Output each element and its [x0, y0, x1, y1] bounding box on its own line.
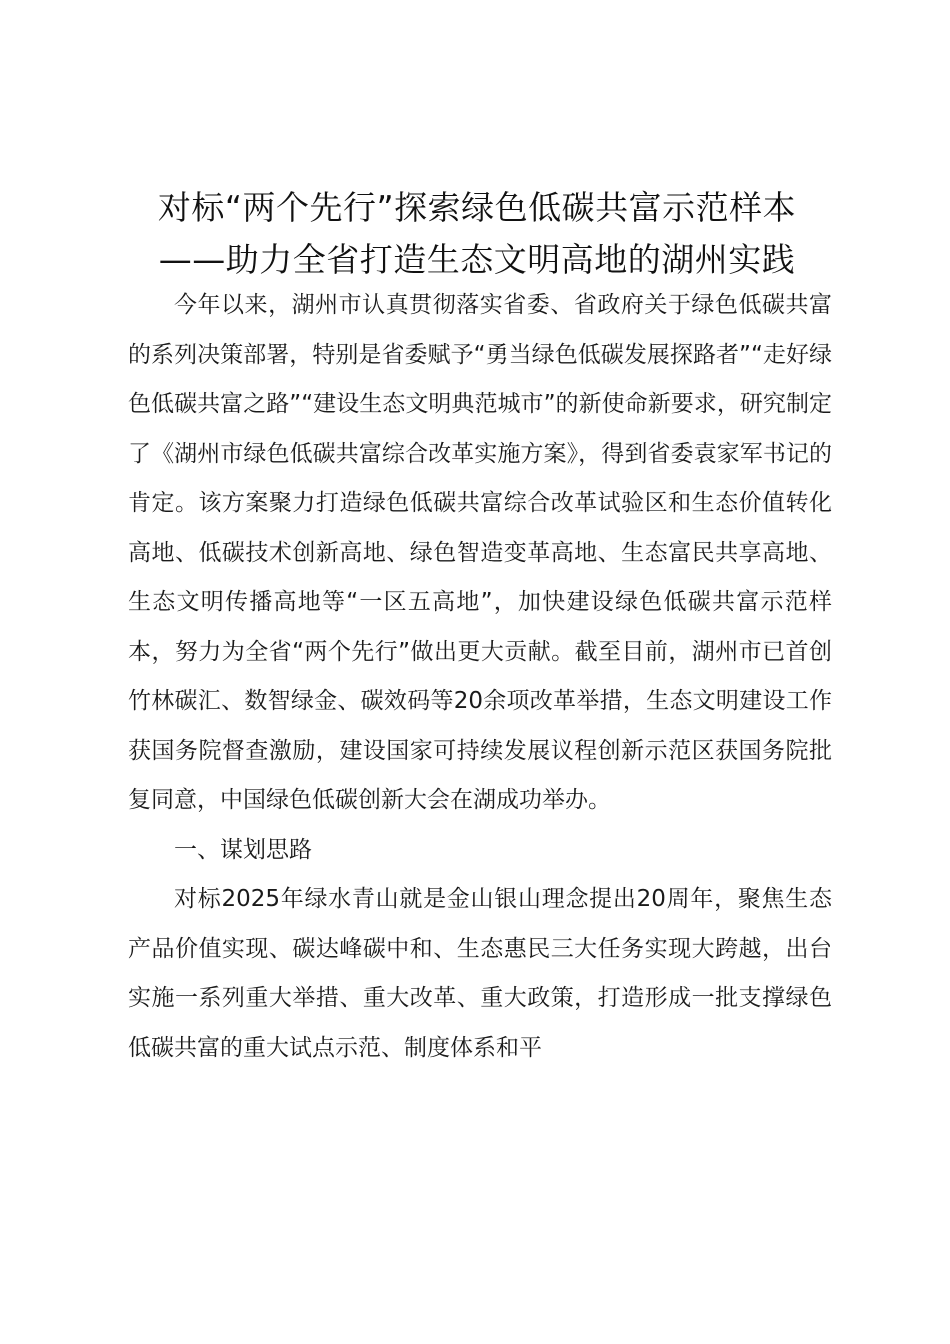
document-title — [112, 182, 842, 286]
paragraph-intro: 今年以来，湖州市认真贯彻落实省委、省政府关于绿色低碳共富的系列决策部署，特别是省委赋予“勇当绿色低碳发展探路者”“走好绿色低碳共富之路”“建设生态文明典范城市”的新使命新要求，研究制定了《湖州市绿色低碳共富综合改革实施方案》，得到省委袁家军书记的肯定。该方案聚力打造绿色低碳共富综合改革试验区和生态价值转化高地、低碳技术创新高地、绿色智造变革高地、生态富民共享高地、生态文明传播高地等“一区五高地”，加快建设绿色低碳共富示范样本，努力为全省“两个先行”做出更大贡献。截至目前，湖州市已首创竹林碳汇、数智绿金、碳效码等20余项改革举措，生态文明建设工作获国务院督查激励，建设国家可持续发展议程创新示范区获国务院批复同意，中国绿色低碳创新大会在湖成功举办。 — [128, 292, 832, 813]
title-line-main: 对标“两个先行”探索绿色低碳共富示范样本 — [157, 188, 797, 227]
document-body — [128, 281, 832, 1073]
section-heading-planning: 一、谋划思路 — [174, 836, 312, 863]
title-line-subtitle: ——助力全省打造生态文明高地的湖州实践 — [158, 240, 796, 279]
paragraph-planning: 对标2025年绿水青山就是金山银山理念提出20周年，聚焦生态产品价值实现、碳达峰碳中和、生态惠民三大任务实现大跨越，出台实施一系列重大举措、重大改革、重大政策，打造形成一批支撑绿色低碳共富的重大试点示范、制度体系和平 — [128, 886, 832, 1061]
